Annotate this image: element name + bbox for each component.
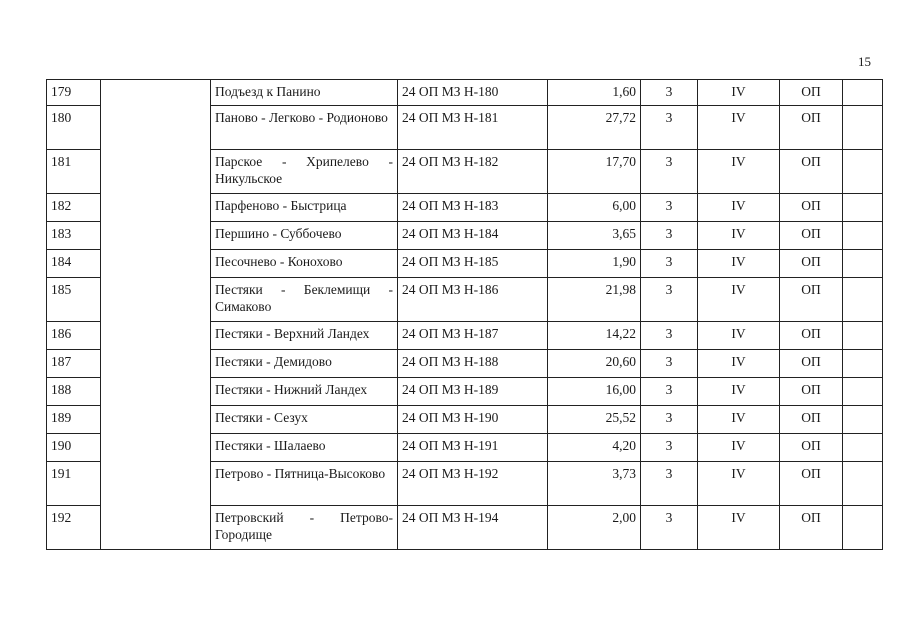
road-class: IV [698, 350, 780, 378]
row-number: 180 [47, 106, 101, 150]
row-number: 188 [47, 378, 101, 406]
blank-cell [843, 80, 883, 106]
road-length: 25,52 [548, 406, 641, 434]
road-code: 24 ОП МЗ Н-182 [398, 150, 548, 194]
blank-cell [101, 80, 211, 550]
page-number: 15 [858, 54, 871, 69]
row-number: 181 [47, 150, 101, 194]
blank-cell [843, 278, 883, 322]
road-category: 3 [641, 462, 698, 506]
road-name [211, 194, 398, 222]
road-ownership: ОП [780, 150, 843, 194]
table-body [47, 80, 883, 550]
road-ownership: ОП [780, 250, 843, 278]
row-number: 179 [47, 80, 101, 106]
road-class: IV [698, 462, 780, 506]
road-name [211, 406, 398, 434]
road-ownership: ОП [780, 222, 843, 250]
road-code: 24 ОП МЗ Н-180 [398, 80, 548, 106]
road-class: IV [698, 378, 780, 406]
road-category: 3 [641, 80, 698, 106]
road-length: 1,60 [548, 80, 641, 106]
row-number: 190 [47, 434, 101, 462]
blank-cell [843, 378, 883, 406]
road-length: 2,00 [548, 506, 641, 550]
blank-cell [843, 406, 883, 434]
road-ownership: ОП [780, 434, 843, 462]
road-name [211, 322, 398, 350]
road-code: 24 ОП МЗ Н-194 [398, 506, 548, 550]
blank-cell [843, 506, 883, 550]
road-class: IV [698, 106, 780, 150]
road-code: 24 ОП МЗ Н-185 [398, 250, 548, 278]
road-name-text: Пестяки - Верхний Ландех [215, 326, 370, 341]
road-length: 16,00 [548, 378, 641, 406]
road-ownership: ОП [780, 406, 843, 434]
road-category: 3 [641, 250, 698, 278]
road-name-text: Петрово - Пятница-Высоково [215, 466, 386, 481]
road-length: 1,90 [548, 250, 641, 278]
road-ownership: ОП [780, 378, 843, 406]
road-class: IV [698, 322, 780, 350]
road-category: 3 [641, 278, 698, 322]
road-category: 3 [641, 106, 698, 150]
table-row [47, 80, 883, 106]
road-name-text: Паново - Легково - Родионово [215, 110, 388, 125]
road-name [211, 378, 398, 406]
road-name-text: Пестяки - Демидово [215, 354, 332, 369]
row-number: 192 [47, 506, 101, 550]
road-name [211, 150, 398, 194]
road-ownership: ОП [780, 278, 843, 322]
road-name [211, 278, 398, 322]
road-category: 3 [641, 150, 698, 194]
road-name-text: Петровский - Петрово-Городище [215, 510, 393, 542]
road-class: IV [698, 250, 780, 278]
road-category: 3 [641, 194, 698, 222]
blank-cell [843, 350, 883, 378]
road-name [211, 106, 398, 150]
road-name-text: Пестяки - Сезух [215, 410, 308, 425]
road-ownership: ОП [780, 194, 843, 222]
road-name [211, 434, 398, 462]
road-class: IV [698, 278, 780, 322]
road-length: 14,22 [548, 322, 641, 350]
row-number: 189 [47, 406, 101, 434]
blank-cell [843, 106, 883, 150]
road-length: 17,70 [548, 150, 641, 194]
road-name-text: Першино - Суббочево [215, 226, 342, 241]
road-name [211, 250, 398, 278]
road-length: 27,72 [548, 106, 641, 150]
road-name [211, 506, 398, 550]
row-number: 182 [47, 194, 101, 222]
road-code: 24 ОП МЗ Н-187 [398, 322, 548, 350]
road-class: IV [698, 80, 780, 106]
road-class: IV [698, 222, 780, 250]
road-ownership: ОП [780, 322, 843, 350]
road-name-text: Подъезд к Панино [215, 84, 321, 99]
road-length: 20,60 [548, 350, 641, 378]
road-category: 3 [641, 378, 698, 406]
road-name-text: Пестяки - Нижний Ландех [215, 382, 368, 397]
road-code: 24 ОП МЗ Н-186 [398, 278, 548, 322]
road-category: 3 [641, 222, 698, 250]
road-name-text: Пестяки - Беклемищи - Симаково [215, 282, 393, 314]
blank-cell [843, 194, 883, 222]
road-name-text: Парфеново - Быстрица [215, 198, 347, 213]
road-length: 6,00 [548, 194, 641, 222]
road-code: 24 ОП МЗ Н-183 [398, 194, 548, 222]
road-ownership: ОП [780, 462, 843, 506]
road-class: IV [698, 434, 780, 462]
road-name [211, 350, 398, 378]
road-code: 24 ОП МЗ Н-181 [398, 106, 548, 150]
road-code: 24 ОП МЗ Н-189 [398, 378, 548, 406]
road-category: 3 [641, 322, 698, 350]
road-length: 3,65 [548, 222, 641, 250]
road-category: 3 [641, 506, 698, 550]
road-category: 3 [641, 434, 698, 462]
road-ownership: ОП [780, 106, 843, 150]
road-ownership: ОП [780, 350, 843, 378]
blank-cell [843, 250, 883, 278]
road-length: 21,98 [548, 278, 641, 322]
road-name-text: Парское - Хрипелево - Никульское [215, 154, 393, 186]
blank-cell [843, 222, 883, 250]
road-category: 3 [641, 406, 698, 434]
road-length: 3,73 [548, 462, 641, 506]
blank-cell [843, 322, 883, 350]
blank-cell [843, 150, 883, 194]
road-class: IV [698, 150, 780, 194]
road-code: 24 ОП МЗ Н-191 [398, 434, 548, 462]
road-code: 24 ОП МЗ Н-184 [398, 222, 548, 250]
road-name-text: Пестяки - Шалаево [215, 438, 326, 453]
road-ownership: ОП [780, 506, 843, 550]
row-number: 186 [47, 322, 101, 350]
row-number: 191 [47, 462, 101, 506]
row-number: 184 [47, 250, 101, 278]
road-category: 3 [641, 350, 698, 378]
blank-cell [843, 434, 883, 462]
road-name [211, 222, 398, 250]
road-code: 24 ОП МЗ Н-192 [398, 462, 548, 506]
road-length: 4,20 [548, 434, 641, 462]
road-class: IV [698, 194, 780, 222]
road-class: IV [698, 406, 780, 434]
road-name-text: Песочнево - Конохово [215, 254, 343, 269]
road-name [211, 462, 398, 506]
road-code: 24 ОП МЗ Н-188 [398, 350, 548, 378]
blank-cell [843, 462, 883, 506]
road-class: IV [698, 506, 780, 550]
road-code: 24 ОП МЗ Н-190 [398, 406, 548, 434]
row-number: 183 [47, 222, 101, 250]
row-number: 187 [47, 350, 101, 378]
road-ownership: ОП [780, 80, 843, 106]
row-number: 185 [47, 278, 101, 322]
roads-table [46, 79, 883, 550]
road-name [211, 80, 398, 106]
